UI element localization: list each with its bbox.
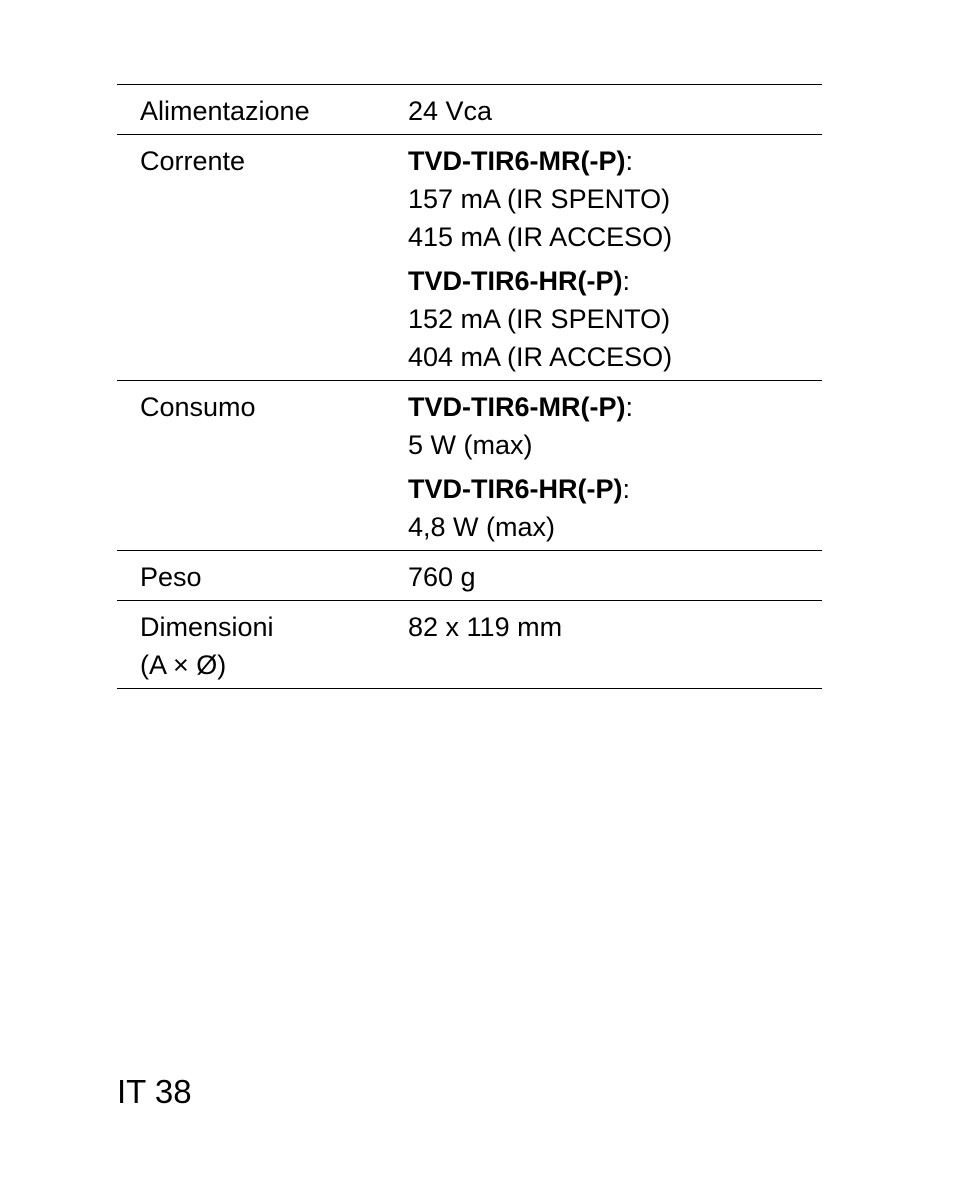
label-line: Dimensioni (140, 612, 274, 642)
row-value-peso: 760 g (408, 551, 822, 601)
table-row (117, 381, 822, 551)
model-name: TVD-TIR6-HR(-P) (408, 474, 623, 504)
model-block-mr (408, 388, 822, 464)
spec-line: 5 W (max) (408, 430, 533, 460)
row-label-peso: Peso (117, 551, 408, 601)
spec-line: 4,8 W (max) (408, 512, 556, 542)
model-block-mr (408, 142, 822, 256)
spec-line: 415 mA (IR ACCESO) (408, 222, 673, 252)
table-row (117, 85, 822, 135)
row-value-consumo (408, 381, 822, 551)
row-label-alimentazione: Alimentazione (117, 85, 408, 135)
specifications-table (117, 84, 822, 689)
label-line: (A × Ø) (140, 650, 227, 680)
row-value-corrente (408, 135, 822, 381)
model-suffix: : (625, 392, 633, 422)
model-name: TVD-TIR6-MR(-P) (408, 146, 626, 176)
table-row (117, 135, 822, 381)
model-block-hr (408, 262, 822, 376)
model-suffix: : (622, 266, 630, 296)
row-label-corrente: Corrente (117, 135, 408, 381)
spec-line: 157 mA (IR SPENTO) (408, 184, 671, 214)
spec-line: 404 mA (IR ACCESO) (408, 342, 673, 372)
row-value-alimentazione: 24 Vca (408, 85, 822, 135)
table-row (117, 601, 822, 689)
model-suffix: : (622, 474, 630, 504)
row-value-dimensioni: 82 x 119 mm (408, 601, 822, 689)
spec-line: 152 mA (IR SPENTO) (408, 304, 671, 334)
row-label-consumo: Consumo (117, 381, 408, 551)
table-row (117, 551, 822, 601)
row-label-dimensioni (117, 601, 408, 689)
model-block-hr (408, 470, 822, 546)
model-suffix: : (625, 146, 633, 176)
page-number: IT 38 (117, 1073, 192, 1110)
model-name: TVD-TIR6-HR(-P) (408, 266, 623, 296)
model-name: TVD-TIR6-MR(-P) (408, 392, 626, 422)
